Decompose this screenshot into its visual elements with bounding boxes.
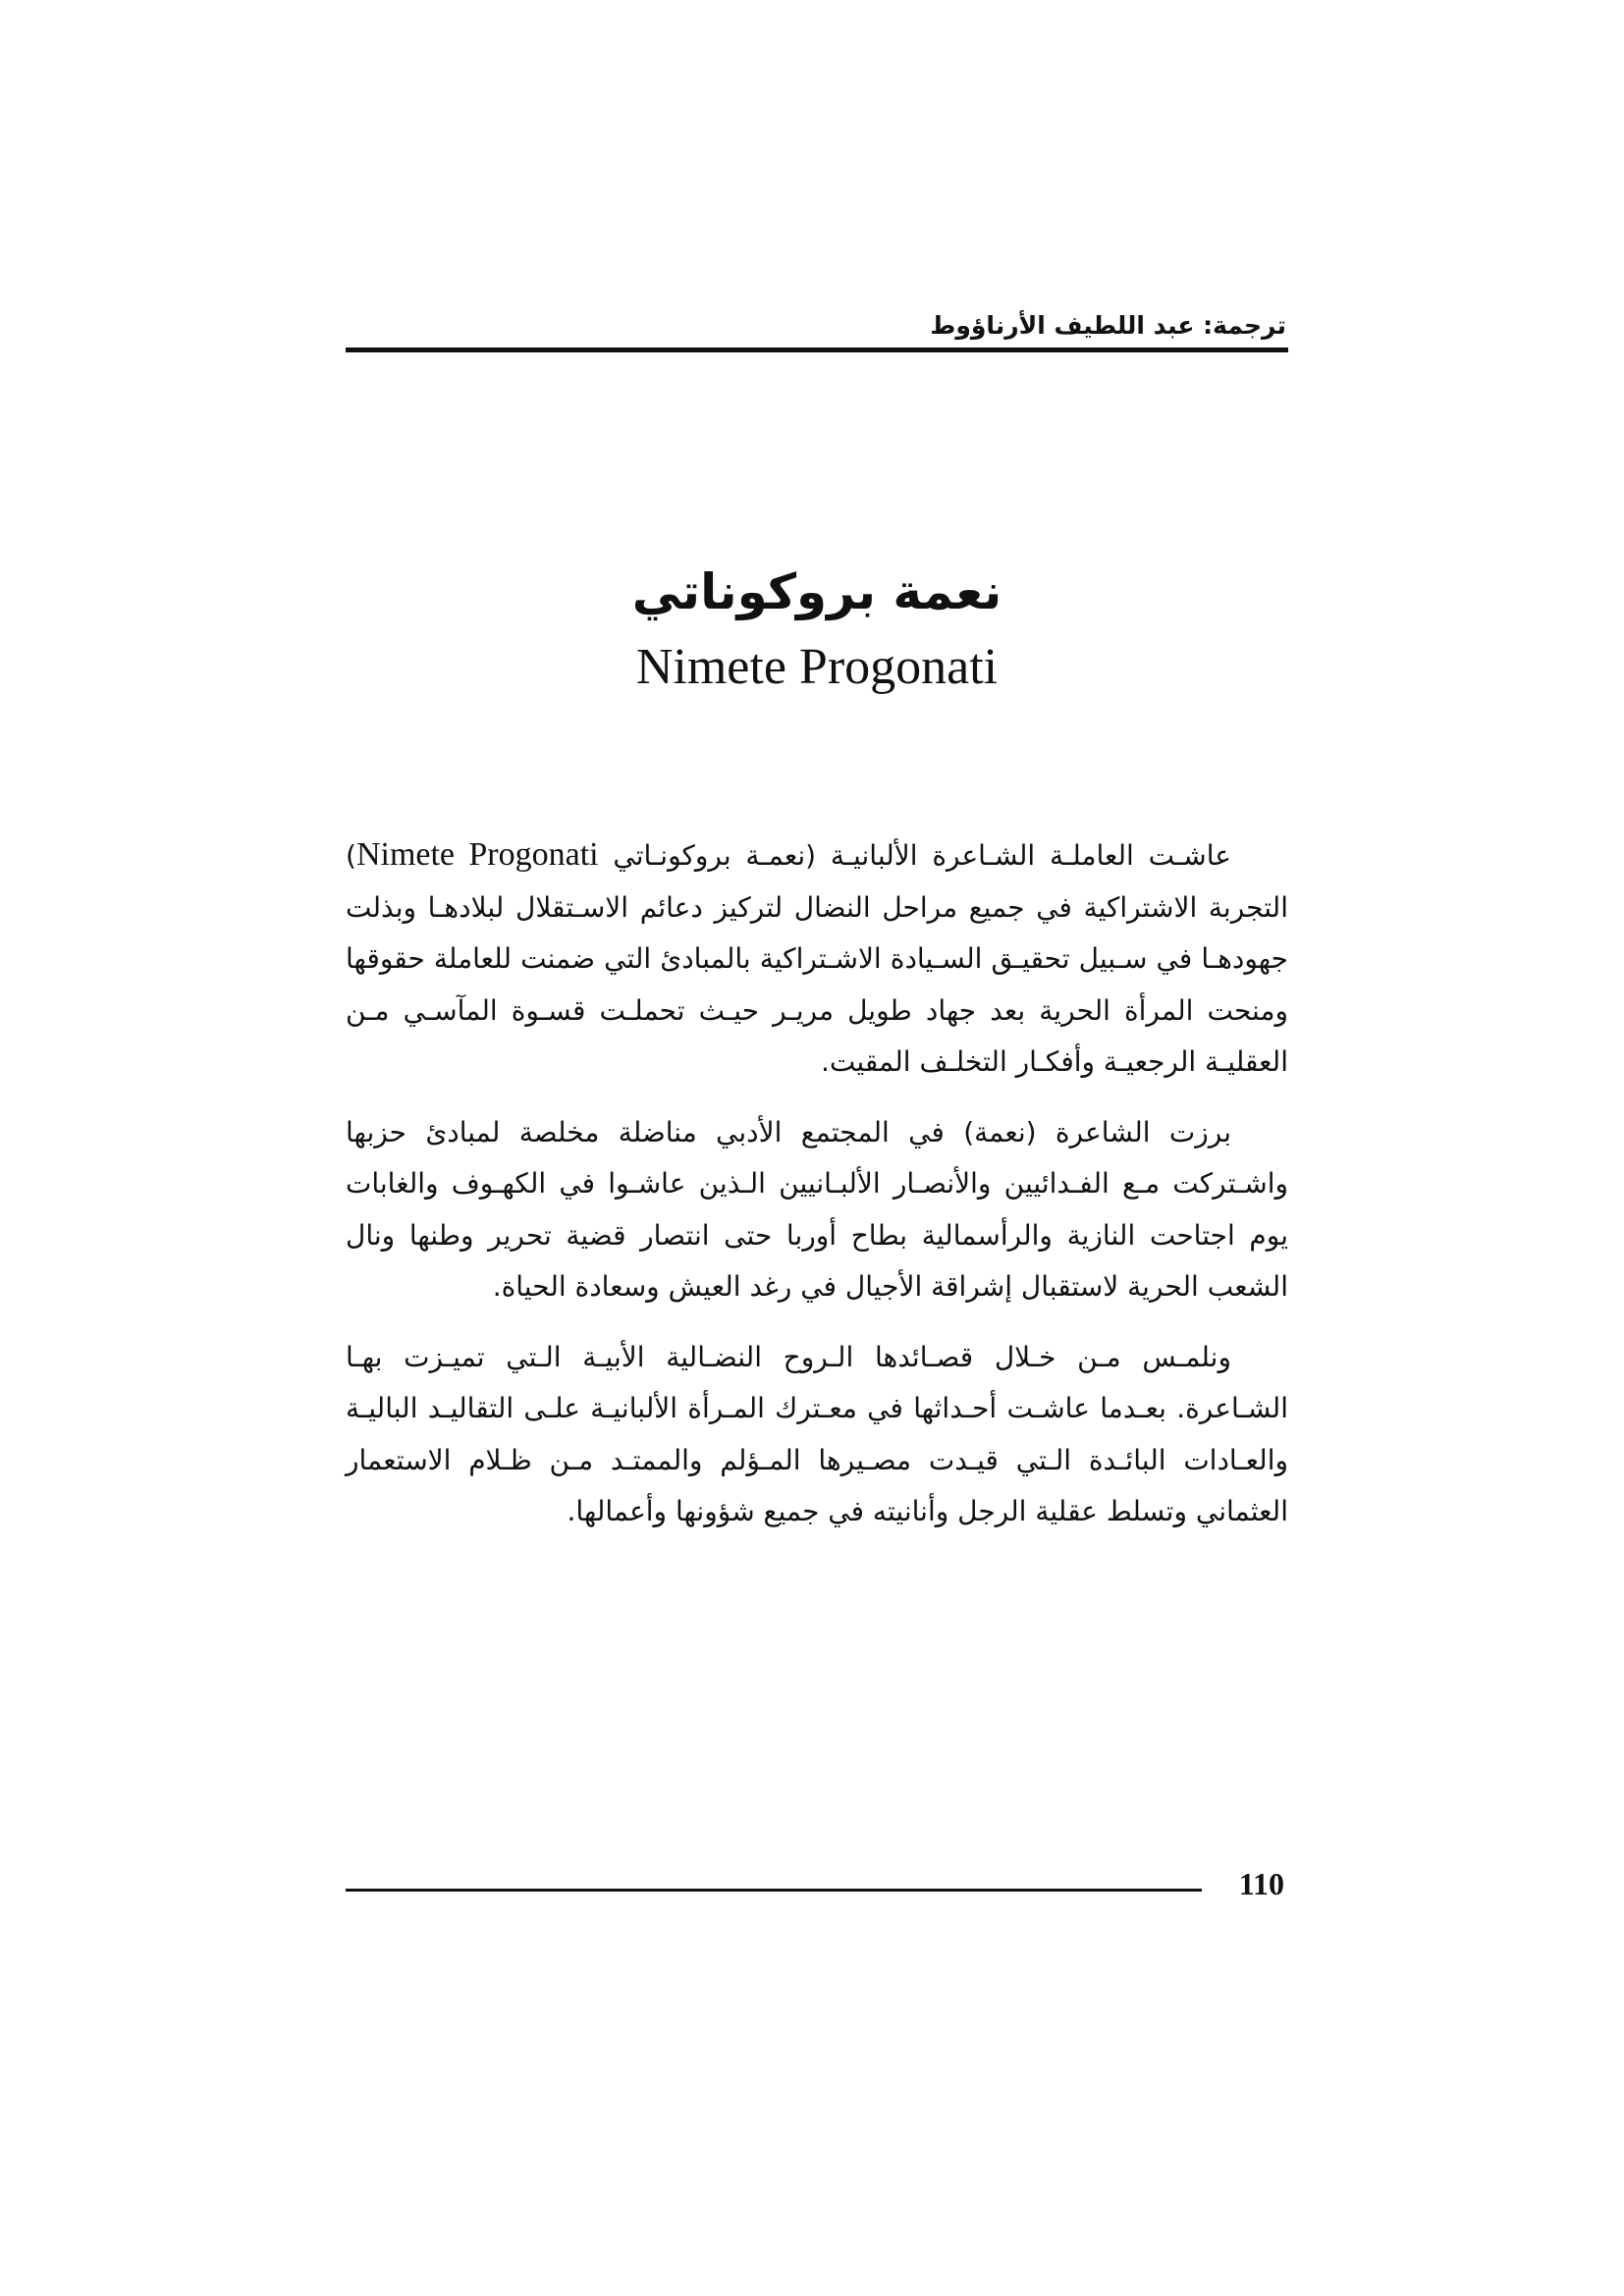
header-rule [346, 347, 1288, 352]
footer-rule [346, 1889, 1202, 1892]
paragraph-1-start: عاشـت العاملـة الشـاعرة الألبانيـة (نعمـة بروكونـاتي [598, 839, 1231, 872]
paragraph-1-latin-name: Nimete Progonati [355, 836, 599, 873]
poet-name-latin: Nimete Progonati [635, 639, 999, 695]
poet-name-arabic: نعمة بروكوناتي [631, 563, 1002, 620]
paragraph-2: برزت الشاعرة (نعمة) في المجتمع الأدبي مناضلة مخلصة لمبادئ حزبها واشـتركت مـع الفـدائيين والأنصـار الألبـانيين الـذين عاشـوا في الكهـوف والغابات يوم اجتاحت النازية والرأسمالية بطاح أوربا حتى انتصار قضية تحرير وطنها ونال الشعب الحرية لاستقبال إشراقة الأجيال في رغد العيش وسعادة الحياة. [346, 1115, 1288, 1303]
paragraph-1-rest: ) التجربة الاشتراكية في جميع مراحل النضال لتركيز دعائم الاسـتقلال لبلادهـا وبذلت جهودهـا في سـبيل تحقيـق السـيادة الاشـتراكية بالمبادئ التي ضمنت للعاملة حقوقها ومنحت المرأة الحرية بعد جهاد طويل مريـر حيـث تحملـت قسـوة المآسـي مـن العقليـة الرجعيـة وأفكـار التخلـف المقيت. [346, 839, 1288, 1078]
paragraph-1 [346, 829, 1288, 1089]
running-header-translator: ترجمة: عبد اللطيف الأرناؤوط [930, 311, 1286, 340]
page-number: 110 [1238, 1866, 1284, 1901]
body-text [346, 829, 1288, 1557]
paragraph-3: ونلمـس مـن خـلال قصـائدها الـروح النضـالية الأبيـة الـتي تميـزت بهـا الشـاعرة. بعـدما عاشـت أحـداثها في معـترك المـرأة الألبانيـة علـى التقاليـد الباليـة والعـادات البائـدة الـتي قيـدت مصـيرها المـؤلم والممتـد مـن ظـلام الاستعمار العثماني وتسلط عقلية الرجل وأنانيته في جميع شؤونها وأعمالها. [346, 1340, 1288, 1527]
